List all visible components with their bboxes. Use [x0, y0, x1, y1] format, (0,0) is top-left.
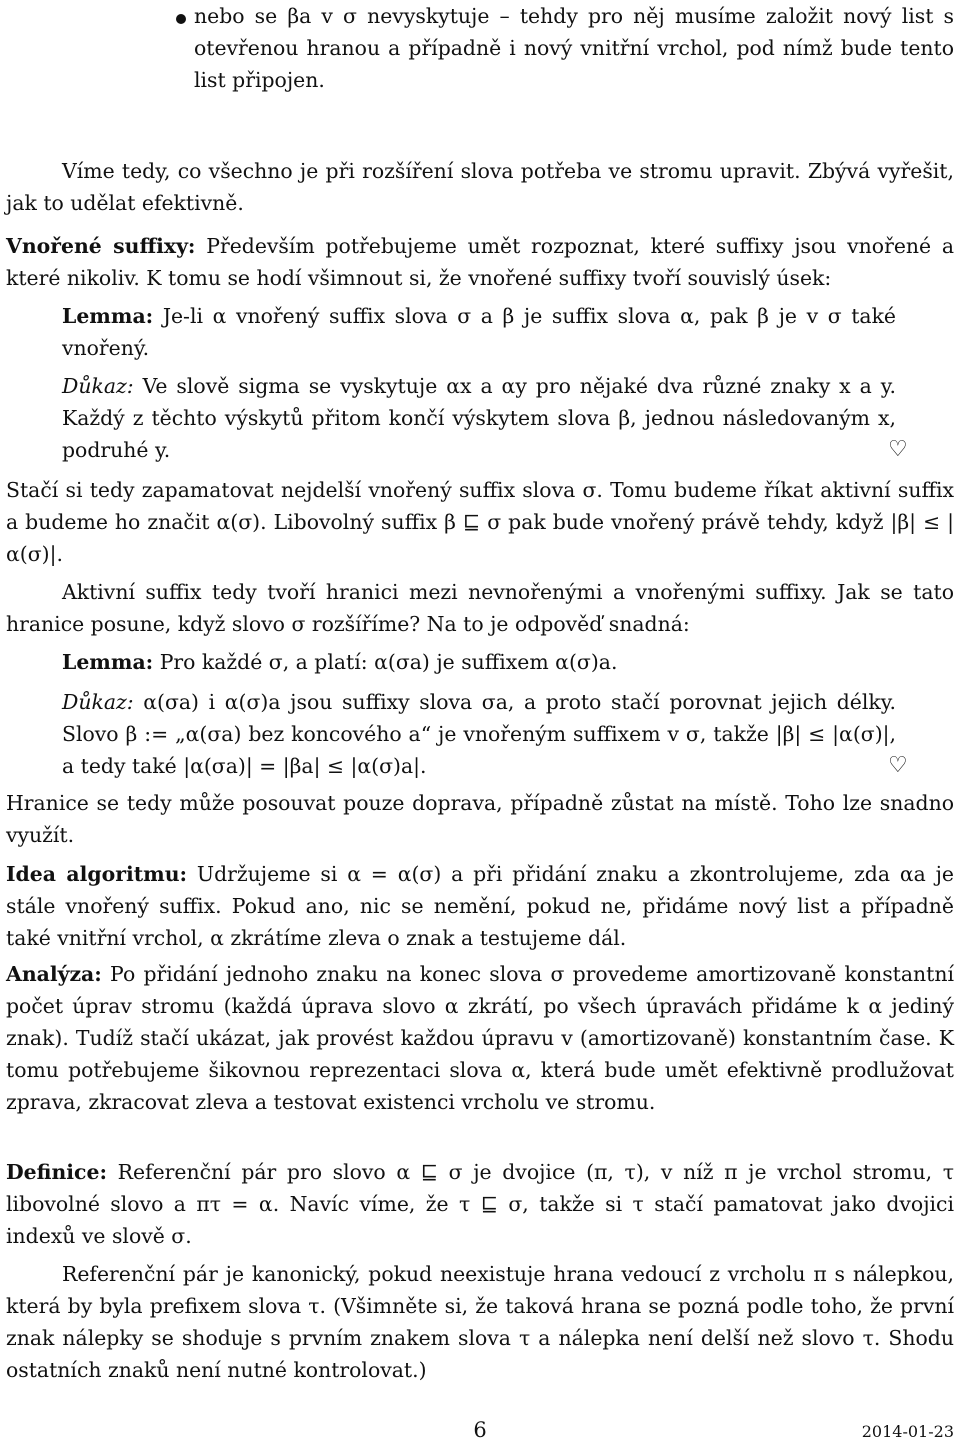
document-page	[6, 0, 954, 1443]
text-definition: Referenční pár pro slovo α ⊑ σ je dvojice (π, τ), v níž π je vrchol stromu, τ libovolné slovo a πτ = α. Navíc víme, že τ ⊑ σ, takže si τ stačí pamatovat jako dvojici indexů ve slově σ.	[6, 1160, 955, 1248]
bullet-item: nebo se βa v σ nevyskytuje – tehdy pro něj musíme založit nový list s otevřenou hranou a případně i nový vnitřní vrchol, pod nímž bude tento list připojen.	[194, 4, 954, 92]
lemma-1-label: Lemma:	[62, 304, 154, 328]
label-algorithm-idea: Idea algoritmu:	[6, 862, 188, 886]
label-definition: Definice:	[6, 1160, 107, 1184]
paragraph-boundary: Aktivní suffix tedy tvoří hranici mezi nevnořenými a vnořenými suffixy. Jak se tato hranice posune, když slovo σ rozšíříme? Na to je odpověď snadná:	[6, 580, 954, 636]
lemma-2	[62, 646, 896, 678]
label-nested-suffixes: Vnořené suffixy:	[6, 234, 196, 258]
qed-heart-icon-2: ♡	[888, 753, 908, 778]
proof-1-label: Důkaz:	[62, 374, 134, 398]
paragraph-boundary-moves: Hranice se tedy může posouvat pouze doprava, případně zůstat na místě. Toho lze snadno využít.	[6, 791, 954, 847]
footer-date: 2014-01-23	[861, 1422, 954, 1441]
bullet-dot	[176, 14, 186, 24]
paragraph-algorithm-idea	[6, 858, 954, 954]
proof-2	[62, 686, 896, 782]
paragraph-intro: Víme tedy, co všechno je při rozšíření slova potřeba ve stromu upravit. Zbývá vyřešit, jak to udělat efektivně.	[6, 159, 954, 215]
page-number: 6	[473, 1418, 487, 1442]
lemma-2-label: Lemma:	[62, 650, 154, 674]
paragraph-definition	[6, 1156, 954, 1252]
lemma-1-text: Je-li α vnořený suffix slova σ a β je suffix slova α, pak β je v σ také vnořený.	[62, 304, 896, 360]
text-nested-suffixes: Především potřebujeme umět rozpoznat, které suffixy jsou vnořené a které nikoliv. K tomu se hodí všimnout si, že vnořené suffixy tvoří souvislý úsek:	[6, 234, 955, 290]
paragraph-analysis	[6, 958, 954, 1118]
lemma-2-text: Pro každé σ, a platí: α(σa) je suffixem α(σ)a.	[159, 650, 618, 674]
label-analysis: Analýza:	[6, 962, 102, 986]
proof-2-label: Důkaz:	[62, 690, 134, 714]
proof-1	[62, 370, 896, 466]
text-analysis: Po přidání jednoho znaku na konec slova σ provedeme amortizovaně konstantní počet úprav stromu (každá úprava slovo α zkrátí, po všech úpravách přidáme k α jediný znak). Tudíž stačí ukázat, jak provést každou úpravu v (amortizovaně) konstantním čase. K tomu potřebujeme šikovnou reprezentaci slova α, která bude umět efektivně prodlužovat zprava, zkracovat zleva a testovat existenci vrcholu ve stromu.	[6, 962, 955, 1114]
paragraph-canonical-pair: Referenční pár je kanonický, pokud neexistuje hrana vedoucí z vrcholu π s nálepkou, která by byla prefixem slova τ. (Všimněte si, že taková hrana se pozná podle toho, že první znak nálepky se shoduje s prvním znakem slova τ a nálepka není delší než slovo τ. Shodu ostatních znaků není nutné kontrolovat.)	[6, 1262, 954, 1382]
paragraph-active-suffix: Stačí si tedy zapamatovat nejdelší vnořený suffix slova σ. Tomu budeme říkat aktivní suffix a budeme ho značit α(σ). Libovolný suffix β ⊑ σ pak bude vnořený právě tehdy, když |β| ≤ |α(σ)|.	[6, 478, 954, 566]
lemma-1	[62, 300, 896, 364]
qed-heart-icon: ♡	[888, 437, 908, 462]
proof-1-text: Ve slově sigma se vyskytuje αx a αy pro nějaké dva různé znaky x a y. Každý z těchto výskytů přitom končí výskytem slova β, jednou následovaným x, podruhé y.	[62, 374, 896, 462]
text-algorithm-idea: Udržujeme si α = α(σ) a při přidání znaku a zkontrolujeme, zda αa je stále vnořený suffix. Pokud ano, nic se nemění, pokud ne, přidáme nový list a případně také vnitřní vrchol, α zkrátíme zleva o znak a testujeme dál.	[6, 862, 954, 950]
paragraph-nested-suffixes	[6, 230, 954, 294]
proof-2-text: α(σa) i α(σ)a jsou suffixy slova σa, a proto stačí porovnat jejich délky. Slovo β := „α(σa) bez koncového a“ je vnořeným suffixem v σ, takže |β| ≤ |α(σ)|, a tedy také |α(σa)| = |βa| ≤ |α(σ)a|.	[62, 690, 897, 778]
